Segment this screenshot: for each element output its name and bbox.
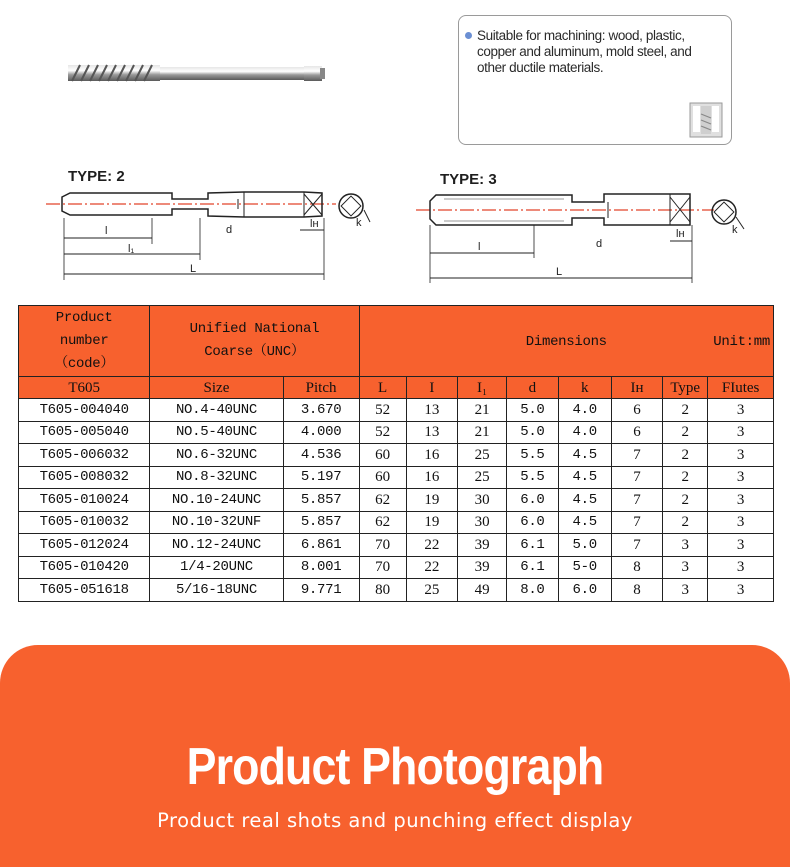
- table-cell: NO.5-40UNC: [150, 421, 283, 444]
- table-cell: 21: [458, 399, 507, 422]
- table-cell: 2: [663, 466, 708, 489]
- product-photograph-banner: [0, 645, 790, 867]
- table-cell: 4.0: [558, 399, 611, 422]
- table-cell: 25: [406, 579, 457, 602]
- table-cell: 3: [708, 534, 774, 557]
- table-cell: 39: [458, 556, 507, 579]
- column-header: k: [558, 377, 611, 399]
- dim-d-label: d: [226, 224, 233, 236]
- dim-d-label: d: [596, 238, 603, 250]
- table-cell: 6.0: [507, 489, 558, 512]
- table-cell: 6.861: [283, 534, 359, 557]
- table-cell: T605-012024: [19, 534, 150, 557]
- table-cell: T605-010024: [19, 489, 150, 512]
- dim-k-label: k: [732, 224, 738, 236]
- table-cell: 52: [359, 399, 406, 422]
- table-cell: 3: [708, 556, 774, 579]
- table-cell: T605-051618: [19, 579, 150, 602]
- table-cell: 8: [611, 579, 662, 602]
- table-cell: T605-004040: [19, 399, 150, 422]
- table-cell: 3.670: [283, 399, 359, 422]
- type-3-diagram: [414, 163, 754, 293]
- table-cell: 7: [611, 534, 662, 557]
- dim-L-label: L: [190, 263, 197, 275]
- table-cell: NO.10-32UNF: [150, 511, 283, 534]
- column-header: d: [507, 377, 558, 399]
- table-cell: 7: [611, 444, 662, 467]
- table-cell: 70: [359, 556, 406, 579]
- table-cell: 5-0: [558, 556, 611, 579]
- type-2-diagram: [40, 160, 380, 290]
- table-cell: T605-010420: [19, 556, 150, 579]
- table-cell: 3: [708, 399, 774, 422]
- table-cell: 5.857: [283, 489, 359, 512]
- table-cell: 4.5: [558, 511, 611, 534]
- dim-L-label: L: [556, 266, 563, 278]
- dim-lk-label: lʜ: [676, 228, 685, 240]
- tap-cross-section-icon: [689, 102, 723, 138]
- table-cell: T605-006032: [19, 444, 150, 467]
- material-info-box: [458, 15, 732, 145]
- table-row: [19, 511, 774, 534]
- table-cell: 4.5: [558, 489, 611, 512]
- table-cell: 4.0: [558, 421, 611, 444]
- table-cell: 49: [458, 579, 507, 602]
- spec-table: [18, 305, 774, 602]
- table-cell: 30: [458, 489, 507, 512]
- column-header: Iʜ: [611, 377, 662, 399]
- table-cell: 60: [359, 466, 406, 489]
- table-cell: 39: [458, 534, 507, 557]
- dim-l1-label: l₁: [128, 243, 135, 255]
- table-cell: T605-005040: [19, 421, 150, 444]
- unified-national-header: Unified National Coarse（UNC）: [150, 306, 359, 377]
- table-cell: 4.5: [558, 466, 611, 489]
- dim-l-label: l: [105, 225, 108, 237]
- table-cell: 6.1: [507, 556, 558, 579]
- table-cell: 3: [708, 444, 774, 467]
- column-header: T605: [19, 377, 150, 399]
- type-2-label: TYPE: 2: [68, 168, 125, 185]
- type-3-label: TYPE: 3: [440, 171, 497, 188]
- table-row: [19, 489, 774, 512]
- table-cell: 5.0: [558, 534, 611, 557]
- table-cell: 6.0: [507, 511, 558, 534]
- table-cell: 6.0: [558, 579, 611, 602]
- table-cell: 19: [406, 511, 457, 534]
- table-row: [19, 421, 774, 444]
- banner-subtitle: Product real shots and punching effect display: [157, 809, 633, 832]
- table-cell: 30: [458, 511, 507, 534]
- table-cell: 3: [663, 534, 708, 557]
- table-cell: 19: [406, 489, 457, 512]
- table-cell: 22: [406, 534, 457, 557]
- column-header: I: [406, 377, 457, 399]
- table-row: [19, 556, 774, 579]
- table-cell: 25: [458, 444, 507, 467]
- dim-l-label: l: [478, 241, 481, 253]
- table-cell: 70: [359, 534, 406, 557]
- table-cell: NO.4-40UNC: [150, 399, 283, 422]
- banner-title: Product Photograph: [186, 738, 604, 796]
- table-row: [19, 579, 774, 602]
- table-cell: 13: [406, 421, 457, 444]
- dim-lk-label: lʜ: [310, 218, 319, 230]
- table-cell: 3: [708, 579, 774, 602]
- bullet-icon: [465, 32, 472, 39]
- table-cell: 5.5: [507, 466, 558, 489]
- table-cell: NO.6-32UNC: [150, 444, 283, 467]
- table-cell: 2: [663, 399, 708, 422]
- table-cell: 21: [458, 421, 507, 444]
- table-row: [19, 534, 774, 557]
- table-cell: 4.536: [283, 444, 359, 467]
- table-cell: 16: [406, 466, 457, 489]
- table-cell: 8.001: [283, 556, 359, 579]
- table-cell: 1/4-20UNC: [150, 556, 283, 579]
- table-cell: 52: [359, 421, 406, 444]
- table-cell: NO.10-24UNC: [150, 489, 283, 512]
- table-cell: 60: [359, 444, 406, 467]
- column-header: L: [359, 377, 406, 399]
- table-cell: 5.0: [507, 421, 558, 444]
- table-cell: 2: [663, 489, 708, 512]
- table-cell: 2: [663, 511, 708, 534]
- dim-k-label: k: [356, 217, 362, 229]
- table-cell: 16: [406, 444, 457, 467]
- table-cell: 13: [406, 399, 457, 422]
- table-cell: 6: [611, 421, 662, 444]
- column-header-row: [19, 377, 774, 399]
- product-number-header: Product number （code）: [19, 306, 150, 377]
- table-cell: 8: [611, 556, 662, 579]
- table-cell: 7: [611, 466, 662, 489]
- table-cell: 25: [458, 466, 507, 489]
- table-cell: 2: [663, 444, 708, 467]
- table-cell: T605-008032: [19, 466, 150, 489]
- dimensions-header: Dimensions Unit:mm: [359, 306, 773, 377]
- table-cell: 80: [359, 579, 406, 602]
- table-cell: 5.197: [283, 466, 359, 489]
- table-row: [19, 466, 774, 489]
- table-cell: NO.8-32UNC: [150, 466, 283, 489]
- table-cell: 3: [708, 511, 774, 534]
- material-info-text: Suitable for machining: wood, plastic, copper and aluminum, mold steel, and other ductile materials.: [477, 28, 692, 75]
- table-cell: 62: [359, 511, 406, 534]
- table-cell: 62: [359, 489, 406, 512]
- table-cell: 6: [611, 399, 662, 422]
- table-cell: 3: [708, 466, 774, 489]
- table-cell: 22: [406, 556, 457, 579]
- column-header: Type: [663, 377, 708, 399]
- column-header: Size: [150, 377, 283, 399]
- table-cell: 5.5: [507, 444, 558, 467]
- column-header: Pitch: [283, 377, 359, 399]
- unit-label: Unit:mm: [713, 334, 770, 350]
- table-row: [19, 444, 774, 467]
- tap-product-image: [68, 56, 328, 90]
- table-cell: 5.0: [507, 399, 558, 422]
- table-cell: 5.857: [283, 511, 359, 534]
- table-cell: 6.1: [507, 534, 558, 557]
- table-cell: 9.771: [283, 579, 359, 602]
- column-header: FIutes: [708, 377, 774, 399]
- table-cell: T605-010032: [19, 511, 150, 534]
- table-cell: NO.12-24UNC: [150, 534, 283, 557]
- table-cell: 3: [708, 489, 774, 512]
- table-cell: 5/16-18UNC: [150, 579, 283, 602]
- table-cell: 4.000: [283, 421, 359, 444]
- table-cell: 7: [611, 511, 662, 534]
- table-cell: 3: [708, 421, 774, 444]
- column-header: I₁: [458, 377, 507, 399]
- table-cell: 2: [663, 421, 708, 444]
- table-cell: 3: [663, 556, 708, 579]
- table-row: [19, 399, 774, 422]
- table-cell: 7: [611, 489, 662, 512]
- table-cell: 4.5: [558, 444, 611, 467]
- table-cell: 8.0: [507, 579, 558, 602]
- table-cell: 3: [663, 579, 708, 602]
